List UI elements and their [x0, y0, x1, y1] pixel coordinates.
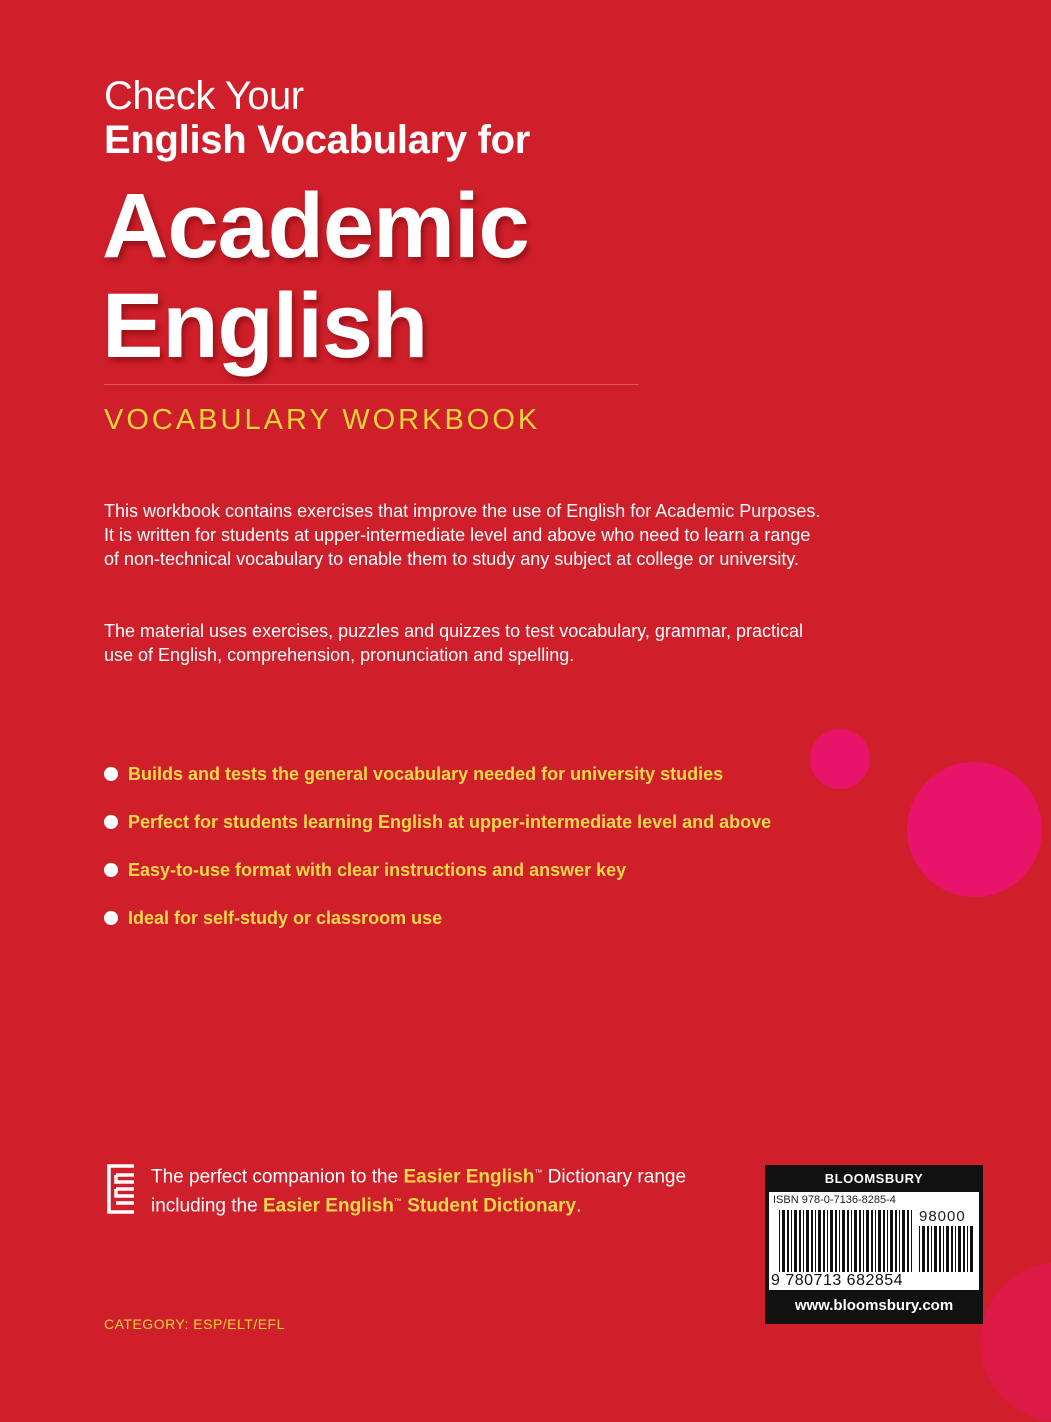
bullet-dot-icon	[104, 815, 118, 829]
feature-item	[104, 858, 824, 882]
title-line-2	[104, 118, 530, 162]
barcode-bar	[806, 1210, 809, 1272]
barcode-bar	[839, 1210, 840, 1272]
title-rest-part: for	[466, 118, 531, 162]
feature-text: Easy-to-use format with clear instructions and answer key	[128, 860, 627, 880]
barcode-bar	[883, 1210, 885, 1272]
barcode-bar	[890, 1210, 893, 1272]
barcode-bar	[899, 1210, 900, 1272]
barcode-bar	[823, 1210, 825, 1272]
feature-text: Ideal for self-study or classroom use	[128, 908, 443, 928]
main-title-line-1: Academic	[102, 175, 529, 277]
barcode-digits: 9 780713 682854	[771, 1272, 904, 1289]
description-paragraph-1: This workbook contains exercises that improve the use of English for Academic Purposes. It is written for students at upper-intermediate level and above who need to learn a range of non-technical vocabulary to enable them to study any subject at college or university.	[104, 501, 821, 569]
barcode-bar	[922, 1226, 925, 1272]
barcode-bar	[970, 1226, 973, 1272]
publisher-url: www.bloomsbury.com	[794, 1297, 954, 1314]
publisher-name: BLOOMSBURY	[824, 1171, 924, 1186]
main-title	[102, 176, 529, 376]
feature-list	[104, 762, 824, 954]
barcode-bar	[946, 1226, 949, 1272]
decorative-circle-corner	[980, 1262, 1051, 1422]
barcode-bar	[927, 1226, 929, 1272]
trademark-1: ™	[534, 1168, 543, 1177]
companion-part-2: Dictionary range including the	[151, 1166, 687, 1217]
brand-easier-english-2: Easier English	[262, 1195, 394, 1217]
barcode-bar	[931, 1226, 932, 1272]
barcode-bar	[854, 1210, 857, 1272]
category-value: ESP/ELT/EFL	[193, 1316, 285, 1332]
barcode-bar	[963, 1226, 965, 1272]
title-divider	[104, 384, 639, 385]
barcode-area	[769, 1192, 979, 1290]
barcode-bar	[939, 1226, 941, 1272]
barcode-bar	[951, 1226, 953, 1272]
barcode-bar	[835, 1210, 837, 1272]
barcode-bar	[895, 1210, 897, 1272]
brand-easier-english-1: Easier English	[403, 1166, 535, 1188]
barcode-bar	[815, 1210, 816, 1272]
barcode-bar	[847, 1210, 849, 1272]
barcode-bar	[866, 1210, 869, 1272]
feature-text: Builds and tests the general vocabulary needed for university studies	[128, 764, 724, 784]
barcode-bar	[803, 1210, 804, 1272]
barcode-bar	[787, 1210, 789, 1272]
decorative-circle-large	[907, 762, 1042, 897]
barcode-bar	[791, 1210, 792, 1272]
barcode-bar	[871, 1210, 873, 1272]
barcode-bar	[878, 1210, 881, 1272]
barcode-bar	[919, 1226, 920, 1272]
barcode-bars-addon	[919, 1226, 974, 1272]
trademark-2: ™	[393, 1197, 402, 1207]
barcode-bar	[955, 1226, 956, 1272]
price-code: 98000	[919, 1208, 966, 1225]
barcode-bar	[887, 1210, 888, 1272]
barcode-bar	[911, 1210, 912, 1272]
barcode-bar	[779, 1210, 780, 1272]
bullet-dot-icon	[104, 863, 118, 877]
bullet-dot-icon	[104, 911, 118, 925]
barcode-bar	[842, 1210, 845, 1272]
companion-end: .	[576, 1195, 582, 1217]
barcode-bar	[958, 1226, 961, 1272]
barcode-bar	[799, 1210, 801, 1272]
barcode-bar	[811, 1210, 813, 1272]
barcode-bar	[875, 1210, 876, 1272]
subtitle: VOCABULARY WORKBOOK	[104, 404, 541, 436]
main-title-line-2: English	[102, 275, 428, 377]
barcode-bar	[827, 1210, 828, 1272]
category-line	[104, 1315, 285, 1333]
barcode-bar	[794, 1210, 797, 1272]
barcode-bar	[851, 1210, 852, 1272]
barcode-bars-main	[779, 1210, 914, 1272]
barcode-bar	[782, 1210, 785, 1272]
bullet-dot-icon	[104, 767, 118, 781]
companion-text	[151, 1160, 751, 1219]
category-label: CATEGORY:	[104, 1316, 194, 1332]
feature-item	[104, 906, 824, 930]
barcode-bar	[859, 1210, 861, 1272]
barcode-bar	[934, 1226, 937, 1272]
brand-student-dictionary: Student Dictionary	[401, 1195, 577, 1217]
companion-part-1: The perfect companion to the	[151, 1166, 404, 1188]
feature-item	[104, 810, 824, 834]
barcode-bar	[830, 1210, 833, 1272]
title-line-1: Check Your	[104, 74, 304, 118]
barcode-bar	[907, 1210, 909, 1272]
feature-text: Perfect for students learning English at upper-intermediate level and above	[128, 812, 772, 832]
description-paragraph-2: The material uses exercises, puzzles and quizzes to test vocabulary, grammar, practical use of English, comprehension, pronunciation and spelling.	[104, 621, 803, 665]
barcode-panel	[765, 1165, 983, 1324]
isbn-text: ISBN 978-0-7136-8285-4	[773, 1194, 896, 1206]
barcode-bar	[902, 1210, 905, 1272]
title-bold-part: English Vocabulary	[104, 118, 467, 162]
barcode-bar	[818, 1210, 821, 1272]
easier-english-logo-icon	[104, 1163, 138, 1215]
barcode-bar	[967, 1226, 968, 1272]
barcode-bar	[863, 1210, 864, 1272]
feature-item	[104, 762, 824, 786]
barcode-bar	[943, 1226, 944, 1272]
